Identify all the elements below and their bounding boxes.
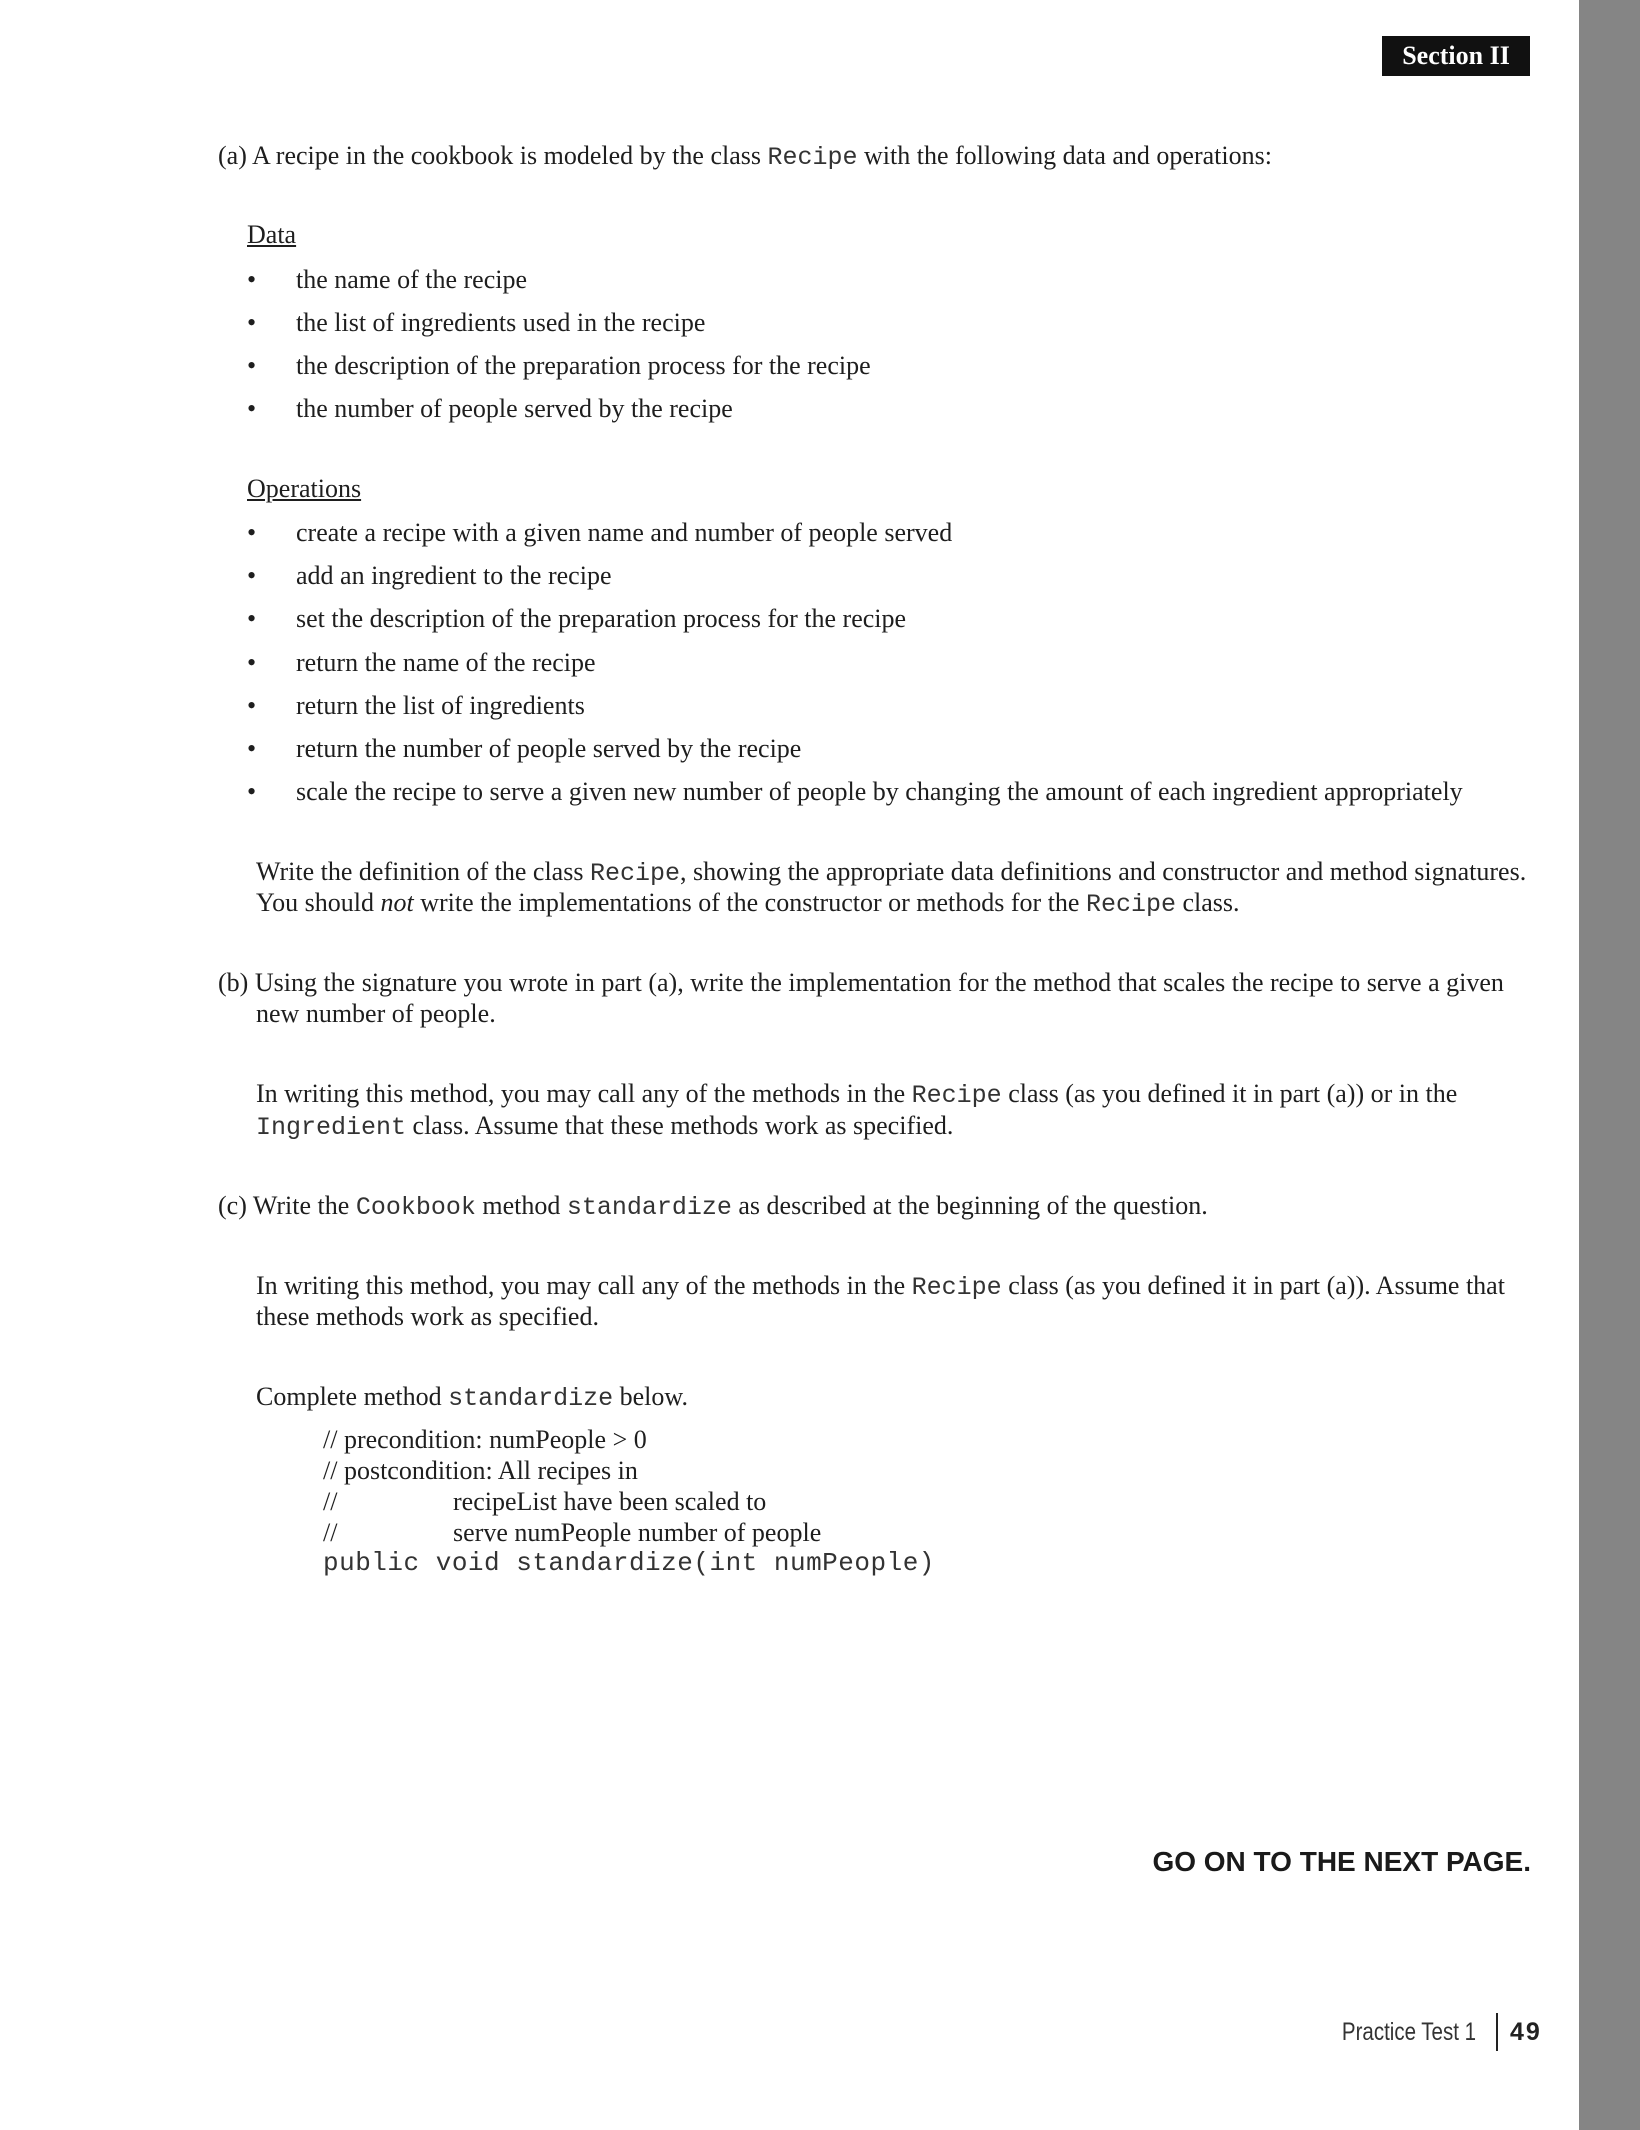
bullet-icon: • [247,518,257,547]
operation-item: return the list of ingredients [296,691,585,720]
operation-item: return the number of people served by the recipe [296,734,802,763]
operation-item: set the description of the preparation process for the recipe [296,604,907,633]
data-item: the number of people served by the recipe [296,394,733,423]
part-c-note-line1: In writing this method, you may call any of the methods in the Recipe class (as you defined it in part (a)). Assume that [256,1271,1505,1302]
bullet-icon: • [247,648,257,677]
part-c-question: (c) Write the Cookbook method standardize as described at the beginning of the question. [218,1191,1208,1222]
footer-divider [1496,2013,1498,2051]
part-b-question-line1: (b) Using the signature you wrote in part (a), write the implementation for the method that scales the recipe to serve a given [218,968,1504,997]
method-signature: public void standardize(int numPeople) [323,1548,935,1578]
code-comment-slashes: // [323,1518,338,1547]
code-comment-line: // postcondition: All recipes in [323,1456,638,1485]
part-b-note-line2: Ingredient class. Assume that these methods work as specified. [256,1111,954,1142]
page-number: 49 [1510,2018,1542,2046]
complete-method-instruction: Complete method standardize below. [256,1382,688,1413]
part-a-instructions-line1: Write the definition of the class Recipe, showing the appropriate data definitions and constructor and method signatures. [256,857,1527,888]
part-b-label: (b) [218,968,249,997]
code-comment-line: // precondition: numPeople > 0 [323,1425,647,1454]
part-a-intro: (a) A recipe in the cookbook is modeled by the class Recipe with the following data and operations: [218,141,1272,172]
part-a-label: (a) [218,141,247,170]
footer-test-label: Practice Test 1 [1341,2018,1476,2046]
bullet-icon: • [247,561,257,590]
operations-heading: Operations [247,474,362,503]
side-tab-bar [1579,0,1640,2130]
code-comment-text: recipeList have been scaled to [453,1487,767,1516]
code-comment-slashes: // [323,1487,338,1516]
operation-item: create a recipe with a given name and number of people served [296,518,953,547]
operation-item: scale the recipe to serve a given new number of people by changing the amount of each ingredient appropriately [296,777,1463,806]
section-label: Section II [1382,36,1530,76]
go-on-next-page: GO ON TO THE NEXT PAGE. [1152,1846,1531,1877]
code-comment-text: serve numPeople number of people [453,1518,822,1547]
bullet-icon: • [247,734,257,763]
bullet-icon: • [247,265,257,294]
operation-item: return the name of the recipe [296,648,596,677]
data-item: the description of the preparation process for the recipe [296,351,871,380]
bullet-icon: • [247,691,257,720]
bullet-icon: • [247,308,257,337]
part-c-label: (c) [218,1191,247,1220]
part-b-note-line1: In writing this method, you may call any of the methods in the Recipe class (as you defined it in part (a)) or in the [256,1079,1458,1110]
bullet-icon: • [247,604,257,633]
bullet-icon: • [247,351,257,380]
part-c-note-line2: these methods work as specified. [256,1302,599,1331]
bullet-icon: • [247,777,257,806]
data-item: the name of the recipe [296,265,527,294]
part-a-instructions-line2: You should not write the implementations of the constructor or methods for the Recipe class. [256,888,1240,919]
bullet-icon: • [247,394,257,423]
part-b-question-line2: new number of people. [256,999,496,1028]
data-item: the list of ingredients used in the recipe [296,308,706,337]
data-heading: Data [247,220,297,249]
operation-item: add an ingredient to the recipe [296,561,612,590]
